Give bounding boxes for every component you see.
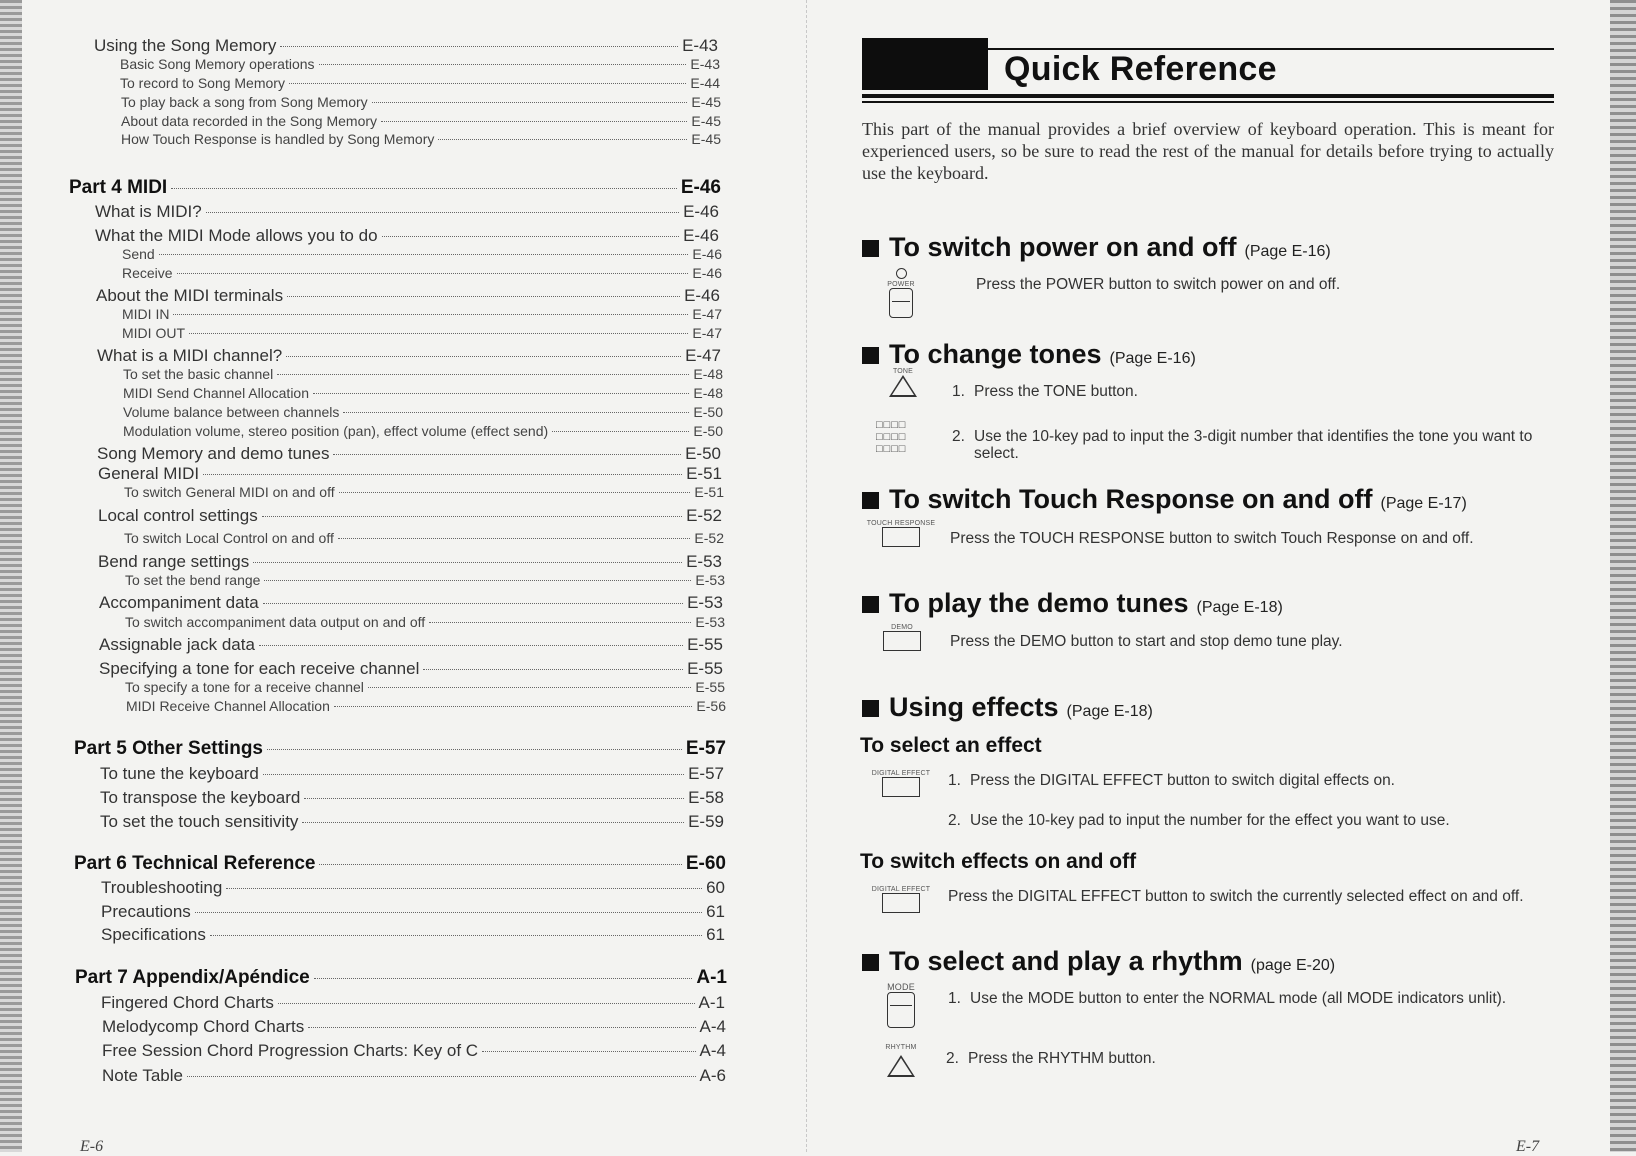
toc-page: A-1 xyxy=(698,993,725,1012)
section-bullet xyxy=(862,700,879,717)
toc-title: Part 6 Technical Reference xyxy=(74,853,316,874)
toc-entry xyxy=(123,385,723,401)
toc-entry xyxy=(97,346,721,366)
toc-page: E-47 xyxy=(685,346,721,365)
toc-title: To set the touch sensitivity xyxy=(100,812,299,831)
toc-page: E-46 xyxy=(684,286,720,305)
toc-leader-dots xyxy=(308,1027,695,1028)
toc-entry xyxy=(96,286,720,306)
section-page-ref: (Page E-18) xyxy=(1196,599,1283,616)
toc-leader-dots xyxy=(333,454,681,455)
rhythm-button-icon xyxy=(882,1044,920,1077)
toc-entry xyxy=(102,1041,726,1061)
toc-title: What is MIDI? xyxy=(95,202,202,221)
toc-entry xyxy=(120,56,720,72)
toc-title: About data recorded in the Song Memory xyxy=(121,113,378,129)
toc-leader-dots xyxy=(338,538,691,539)
toc-title: What is a MIDI channel? xyxy=(97,346,283,365)
toc-leader-dots xyxy=(319,64,687,65)
toc-page: E-57 xyxy=(685,738,726,759)
toc-leader-dots xyxy=(264,580,691,581)
toc-entry xyxy=(123,366,723,382)
toc-title: Volume balance between channels xyxy=(123,404,340,420)
toc-entry xyxy=(121,131,721,147)
toc-title: Accompaniment data xyxy=(99,593,259,612)
toc-leader-dots xyxy=(334,706,693,707)
toc-title: What the MIDI Mode allows you to do xyxy=(95,226,378,245)
toc-entry xyxy=(98,464,722,484)
toc-page: 61 xyxy=(706,925,725,944)
toc-title: Receive xyxy=(122,265,173,281)
section-page-ref: (Page E-16) xyxy=(1244,243,1331,260)
tones-step-1: 1. Press the TONE button. xyxy=(952,383,1138,400)
toc-entry xyxy=(126,698,726,714)
section-bullet xyxy=(862,596,879,613)
section-bullet xyxy=(862,240,879,257)
toc-part-heading xyxy=(74,853,726,875)
power-instruction: Press the POWER button to switch power on and off. xyxy=(976,276,1341,293)
section-bullet xyxy=(862,492,879,509)
touch-instruction: Press the TOUCH RESPONSE button to switch Touch Response on and off. xyxy=(950,530,1474,547)
toc-leader-dots xyxy=(171,188,677,189)
toc-leader-dots xyxy=(210,935,702,936)
toc-title: MIDI Send Channel Allocation xyxy=(123,385,309,401)
toc-title: Modulation volume, stereo position (pan), effect volume (effect send) xyxy=(123,423,549,439)
toc-entry xyxy=(125,679,725,695)
toc-title: To set the bend range xyxy=(125,572,261,588)
toc-entry xyxy=(94,36,718,56)
toc-title: Send xyxy=(122,246,155,262)
toc-entry xyxy=(123,423,723,439)
toc-leader-dots xyxy=(262,516,682,517)
toc-page: E-55 xyxy=(695,679,725,695)
quick-reference-header xyxy=(862,38,1554,100)
toc-entry xyxy=(95,202,719,222)
header-rule-thin xyxy=(862,101,1554,103)
toc-entry xyxy=(99,659,723,679)
demo-button-icon xyxy=(880,624,924,651)
toc-page: E-52 xyxy=(694,530,724,546)
toc-leader-dots xyxy=(278,1003,695,1004)
toc-entry xyxy=(122,246,722,262)
effects-step-2: 2. Use the 10-key pad to input the number for the effect you want to use. xyxy=(948,812,1450,829)
toc-entry xyxy=(122,306,722,322)
toc-leader-dots xyxy=(287,296,680,297)
toc-page: E-50 xyxy=(693,423,723,439)
toc-page: E-46 xyxy=(683,202,719,221)
toc-title: Part 4 MIDI xyxy=(69,177,168,198)
key-label: RHYTHM xyxy=(885,1044,917,1051)
key-label: DEMO xyxy=(891,624,913,631)
toc-page: E-51 xyxy=(686,464,722,483)
toc-entry xyxy=(124,484,724,500)
section-title: To change tones xyxy=(889,339,1102,369)
toc-title: How Touch Response is handled by Song Memory xyxy=(121,131,435,147)
touch-response-button-icon xyxy=(864,520,938,547)
toc-page: E-56 xyxy=(696,698,726,714)
toc-entry xyxy=(122,265,722,281)
toc-title: Specifications xyxy=(101,925,206,944)
toc-entry xyxy=(95,226,719,246)
intro-paragraph: This part of the manual provides a brief overview of keyboard operation. This is meant for experienced users, so be sure to read the rest of the manual for details before trying to actually use the keyboard. xyxy=(862,119,1554,183)
toc-leader-dots xyxy=(206,212,679,213)
toc-entry xyxy=(101,878,725,898)
toc-leader-dots xyxy=(189,333,688,334)
toc-title: Song Memory and demo tunes xyxy=(97,444,330,463)
toc-leader-dots xyxy=(277,374,689,375)
toc-entry xyxy=(123,404,723,420)
toc-leader-dots xyxy=(253,562,682,563)
toc-leader-dots xyxy=(259,645,683,646)
toc-entry xyxy=(100,764,724,784)
toc-page: E-46 xyxy=(683,226,719,245)
section-title: Using effects xyxy=(889,692,1059,722)
section-page-ref: (Page E-17) xyxy=(1380,495,1467,512)
toc-entry xyxy=(120,75,720,91)
section-bullet xyxy=(862,347,879,364)
left-page-edge xyxy=(0,0,22,1152)
toc-title: Bend range settings xyxy=(98,552,250,571)
toc-leader-dots xyxy=(429,622,691,623)
power-button-icon xyxy=(886,268,916,318)
toc-page: A-1 xyxy=(696,967,727,988)
toc-leader-dots xyxy=(226,888,702,889)
page-title: Quick Reference xyxy=(1004,50,1277,88)
section-rhythm xyxy=(862,946,1335,977)
toc-entry xyxy=(102,1017,726,1037)
header-rule-thick xyxy=(862,94,1554,98)
key-label: TOUCH RESPONSE xyxy=(866,520,936,527)
toc-title: To switch accompaniment data output on and off xyxy=(125,614,426,630)
toc-leader-dots xyxy=(177,273,689,274)
toc-page: E-45 xyxy=(691,113,721,129)
toc-page: E-44 xyxy=(690,75,720,91)
digital-effect-button-icon xyxy=(868,886,934,913)
section-touch-response xyxy=(862,484,1467,515)
toc-title: About the MIDI terminals xyxy=(96,286,284,305)
mode-button-icon xyxy=(884,982,918,1028)
toc-title: To specify a tone for a receive channel xyxy=(125,679,364,695)
toc-entry xyxy=(125,572,725,588)
toc-title: General MIDI xyxy=(98,464,200,483)
toc-leader-dots xyxy=(203,474,682,475)
toc-entry xyxy=(100,812,724,832)
section-title: To play the demo tunes xyxy=(889,588,1189,618)
toc-page: 60 xyxy=(706,878,725,897)
toc-title: Basic Song Memory operations xyxy=(120,56,315,72)
section-effects xyxy=(862,692,1153,723)
section-title: To switch Touch Response on and off xyxy=(889,484,1373,514)
toc-page: E-43 xyxy=(690,56,720,72)
toc-page: E-55 xyxy=(687,635,723,654)
step-text: Use the 10-key pad to input the number for the effect you want to use. xyxy=(970,812,1450,829)
section-bullet xyxy=(862,954,879,971)
toc-page: E-55 xyxy=(687,659,723,678)
toc-page: A-4 xyxy=(699,1041,726,1060)
toc-entry xyxy=(101,925,725,945)
effects-step-1: 1. Press the DIGITAL EFFECT button to switch digital effects on. xyxy=(948,772,1395,789)
header-black-block xyxy=(862,38,988,90)
toc-leader-dots xyxy=(187,1076,696,1077)
rhythm-step-1: 1. Use the MODE button to enter the NORMAL mode (all MODE indicators unlit). xyxy=(948,990,1507,1007)
toc-entry xyxy=(124,530,724,546)
toc-page: E-52 xyxy=(686,506,722,525)
toc-leader-dots xyxy=(423,669,683,670)
step-text: Press the TONE button. xyxy=(974,383,1138,400)
toc-title: MIDI OUT xyxy=(122,325,185,341)
toc-leader-dots xyxy=(372,102,688,103)
toc-entry xyxy=(121,113,721,129)
toc-entry xyxy=(125,614,725,630)
toc-page: E-50 xyxy=(693,404,723,420)
toc-page: E-59 xyxy=(688,812,724,831)
key-label: DIGITAL EFFECT xyxy=(871,770,931,777)
right-page-number: E-7 xyxy=(1516,1138,1540,1155)
toc-title: To record to Song Memory xyxy=(120,75,285,91)
toc-page: E-60 xyxy=(685,853,726,874)
toc-page: 61 xyxy=(706,902,725,921)
section-page-ref: (Page E-16) xyxy=(1109,350,1196,367)
toc-page: E-46 xyxy=(680,177,721,198)
section-page-ref: (page E-20) xyxy=(1250,957,1336,974)
toc-page: E-48 xyxy=(693,366,723,382)
toc-page: A-6 xyxy=(699,1066,726,1085)
toc-leader-dots xyxy=(382,236,680,237)
toc-title: Specifying a tone for each receive channel xyxy=(99,659,420,678)
toc-leader-dots xyxy=(263,603,683,604)
select-effect-heading: To select an effect xyxy=(860,734,1042,757)
toc-page: E-48 xyxy=(693,385,723,401)
toc-leader-dots xyxy=(482,1051,695,1052)
toc-title: To play back a song from Song Memory xyxy=(121,94,368,110)
section-demo xyxy=(862,588,1283,619)
toc-leader-dots xyxy=(343,412,689,413)
toc-leader-dots xyxy=(263,774,684,775)
toc-title: Melodycomp Chord Charts xyxy=(102,1017,305,1036)
section-page-ref: (Page E-18) xyxy=(1066,703,1153,720)
step-text: Use the MODE button to enter the NORMAL mode (all MODE indicators unlit). xyxy=(970,990,1507,1007)
rhythm-step-2: 2. Press the RHYTHM button. xyxy=(946,1050,1156,1067)
toc-title: MIDI IN xyxy=(122,306,170,322)
toc-part-heading xyxy=(75,967,727,989)
toc-title: Note Table xyxy=(102,1066,183,1085)
left-page-number: E-6 xyxy=(80,1138,104,1155)
toc-page: E-43 xyxy=(682,36,718,55)
toc-title: Part 7 Appendix/Apéndice xyxy=(75,967,310,988)
toc-page: E-47 xyxy=(692,325,722,341)
toc-leader-dots xyxy=(304,798,684,799)
toc-title: Local control settings xyxy=(98,506,258,525)
digital-effect-button-icon xyxy=(868,770,934,797)
toc-entry xyxy=(99,635,723,655)
toc-leader-dots xyxy=(267,749,682,750)
toc-entry xyxy=(98,552,722,572)
key-label: DIGITAL EFFECT xyxy=(871,886,931,893)
toc-title: To transpose the keyboard xyxy=(100,788,301,807)
toc-page: E-46 xyxy=(692,246,722,262)
toc-entry xyxy=(101,902,725,922)
switch-effects-heading: To switch effects on and off xyxy=(860,850,1137,873)
toc-title: Precautions xyxy=(101,902,191,921)
toc-leader-dots xyxy=(302,822,684,823)
step-text: Use the 10-key pad to input the 3-digit number that identifies the tone you want to select. xyxy=(974,428,1533,462)
toc-page: E-57 xyxy=(688,764,724,783)
toc-page: A-4 xyxy=(699,1017,726,1036)
section-title: To select and play a rhythm xyxy=(889,946,1243,976)
toc-page: E-53 xyxy=(687,593,723,612)
toc-part-heading xyxy=(74,738,726,760)
section-tones xyxy=(862,339,1196,370)
toc-leader-dots xyxy=(289,83,686,84)
toc-entry xyxy=(98,506,722,526)
page-gutter xyxy=(806,0,807,1152)
section-power xyxy=(862,232,1331,263)
right-page-edge xyxy=(1610,0,1636,1152)
toc-leader-dots xyxy=(195,912,702,913)
toc-title: To switch General MIDI on and off xyxy=(124,484,335,500)
toc-leader-dots xyxy=(173,314,688,315)
toc-leader-dots xyxy=(159,254,689,255)
toc-page: E-53 xyxy=(695,572,725,588)
toc-page: E-53 xyxy=(686,552,722,571)
toc-entry xyxy=(101,993,725,1013)
toc-title: Using the Song Memory xyxy=(94,36,277,55)
toc-leader-dots xyxy=(280,46,678,47)
toc-title: To set the basic channel xyxy=(123,366,274,382)
toc-leader-dots xyxy=(552,431,689,432)
toc-entry xyxy=(100,788,724,808)
toc-leader-dots xyxy=(286,356,681,357)
toc-title: Free Session Chord Progression Charts: Key of C xyxy=(102,1041,479,1060)
toc-title: Assignable jack data xyxy=(99,635,255,654)
toc-entry xyxy=(122,325,722,341)
toc-title: Part 5 Other Settings xyxy=(74,738,263,759)
toc-leader-dots xyxy=(313,393,689,394)
toc-title: MIDI Receive Channel Allocation xyxy=(126,698,330,714)
toc-page: E-45 xyxy=(691,94,721,110)
toc-page: E-50 xyxy=(685,444,721,463)
toc-entry xyxy=(121,94,721,110)
toc-page: E-47 xyxy=(692,306,722,322)
toc-page: E-45 xyxy=(691,131,721,147)
toc-leader-dots xyxy=(314,978,693,979)
section-title: To switch power on and off xyxy=(889,232,1237,262)
toc-page: E-46 xyxy=(692,265,722,281)
toc-leader-dots xyxy=(438,139,687,140)
key-label: TONE xyxy=(892,368,914,375)
step-text: Press the RHYTHM button. xyxy=(968,1050,1156,1067)
toc-title: Troubleshooting xyxy=(101,878,223,897)
toc-title: To tune the keyboard xyxy=(100,764,259,783)
key-label: MODE xyxy=(887,982,915,992)
toc-leader-dots xyxy=(368,687,692,688)
toc-page: E-58 xyxy=(688,788,724,807)
toc-leader-dots xyxy=(381,121,687,122)
toc-title: Fingered Chord Charts xyxy=(101,993,274,1012)
demo-instruction: Press the DEMO button to start and stop demo tune play. xyxy=(950,633,1343,650)
toc-entry xyxy=(99,593,723,613)
ten-key-pad-icon: □□□□ □□□□ □□□□ xyxy=(876,420,907,456)
toc-part-heading xyxy=(69,177,721,199)
key-label: POWER xyxy=(887,281,915,288)
switch-effects-instruction: Press the DIGITAL EFFECT button to switch the currently selected effect on and off. xyxy=(948,888,1524,905)
tones-step-2: 2. Use the 10-key pad to input the 3-digit number that identifies the tone you want to select. xyxy=(952,428,1552,462)
tone-button-icon xyxy=(886,368,920,397)
toc-entry xyxy=(102,1066,726,1086)
toc-leader-dots xyxy=(319,864,681,865)
toc-title: To switch Local Control on and off xyxy=(124,530,334,546)
toc-entry xyxy=(97,444,721,464)
toc-page: E-53 xyxy=(695,614,725,630)
toc-page: E-51 xyxy=(694,484,724,500)
toc-leader-dots xyxy=(339,492,691,493)
step-text: Press the DIGITAL EFFECT button to switch digital effects on. xyxy=(970,772,1395,789)
